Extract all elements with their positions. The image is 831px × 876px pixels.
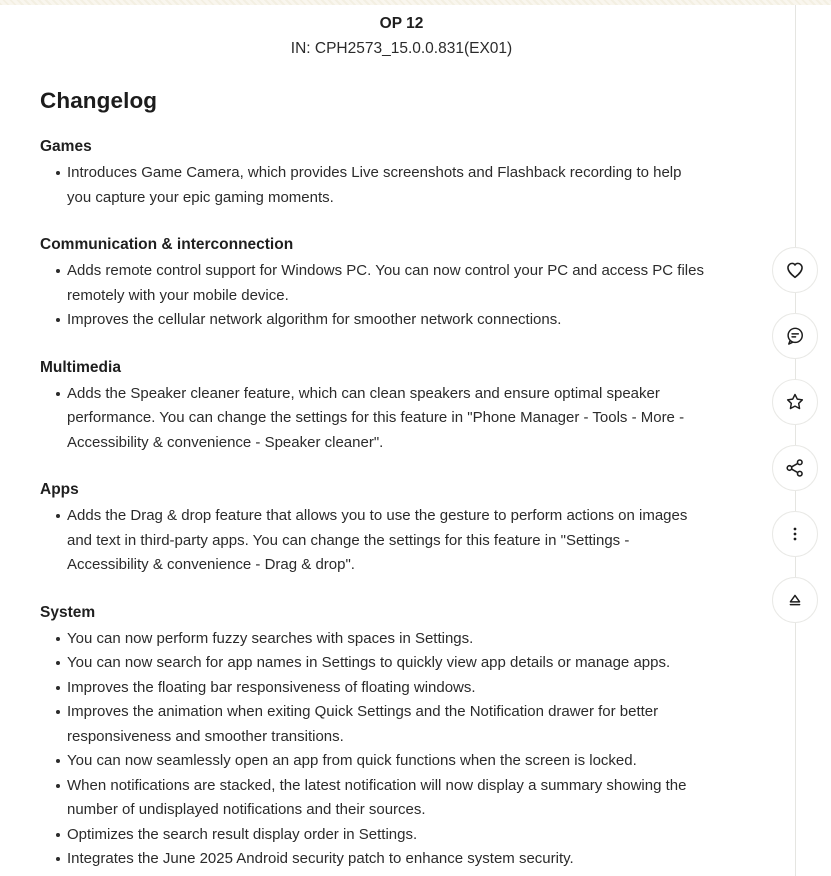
build-version: IN: CPH2573_15.0.0.831(EX01): [290, 40, 513, 57]
changelog-page: [0, 5, 803, 872]
action-rail: [772, 247, 818, 623]
changelog-item: Adds remote control support for Windows PC. You can now control your PC and access PC files remotely with your mobile device.: [40, 259, 767, 308]
changelog-item: You can now search for app names in Settings to quickly view app details or manage apps.: [40, 651, 767, 676]
section-heading: System: [40, 603, 96, 621]
changelog-item: Improves the animation when exiting Quick Settings and the Notification drawer for better responsiveness and smoother transitions.: [40, 700, 767, 749]
changelog-item: Integrates the June 2025 Android security patch to enhance system security.: [40, 847, 767, 872]
changelog-item: Optimizes the search result display order in Settings.: [40, 823, 767, 848]
section-heading: Games: [40, 138, 92, 155]
changelog-item: Improves the cellular network algorithm for smoother network connections.: [40, 308, 767, 333]
changelog-item: Improves the floating bar responsiveness of floating windows.: [40, 676, 767, 701]
page-header: [0, 14, 803, 58]
changelog-item: You can now perform fuzzy searches with spaces in Settings.: [40, 627, 767, 652]
heart-icon: [784, 259, 806, 281]
section-heading: Apps: [40, 481, 79, 498]
star-icon: [784, 391, 806, 413]
section-heading: Communication & interconnection: [40, 236, 294, 253]
changelog-item: Introduces Game Camera, which provides Live screenshots and Flashback recording to help you capture your epic gaming moments.: [40, 161, 767, 210]
section-item-list: [40, 627, 803, 872]
section-heading: Multimedia: [40, 358, 121, 376]
comments-button[interactable]: [772, 313, 818, 359]
changelog-item: Adds the Speaker cleaner feature, which can clean speakers and ensure optimal speaker performance. You can change the settings for this feature in "Phone Manager - Tools - More - Accessibility & convenience - Speaker cleaner".: [40, 382, 767, 456]
changelog-section-apps: [40, 480, 803, 578]
section-item-list: [40, 259, 803, 333]
section-item-list: [40, 382, 803, 456]
changelog-section-multimedia: [40, 358, 803, 456]
section-item-list: [40, 504, 803, 578]
back-to-top-button[interactable]: [772, 577, 818, 623]
changelog-item: You can now seamlessly open an app from quick functions when the screen is locked.: [40, 749, 767, 774]
changelog-section-games: [40, 137, 803, 210]
page-title: Changelog: [40, 88, 158, 113]
eject-icon: [784, 589, 806, 611]
changelog-item: Adds the Drag & drop feature that allows you to use the gesture to perform actions on images and text in third-party apps. You can change the settings for this feature in "Settings - Accessibility & convenience - Drag & drop".: [40, 504, 767, 578]
comment-icon: [784, 325, 806, 347]
device-name: OP 12: [379, 15, 424, 32]
changelog-section-communication: [40, 235, 803, 333]
share-icon: [784, 457, 806, 479]
like-button[interactable]: [772, 247, 818, 293]
changelog-section-system: [40, 603, 803, 872]
section-item-list: [40, 161, 803, 210]
favorite-button[interactable]: [772, 379, 818, 425]
more-button[interactable]: [772, 511, 818, 557]
changelog-item: When notifications are stacked, the latest notification will now display a summary showing the number of undisplayed notifications and their sources.: [40, 774, 767, 823]
share-button[interactable]: [772, 445, 818, 491]
kebab-menu-icon: [784, 523, 806, 545]
